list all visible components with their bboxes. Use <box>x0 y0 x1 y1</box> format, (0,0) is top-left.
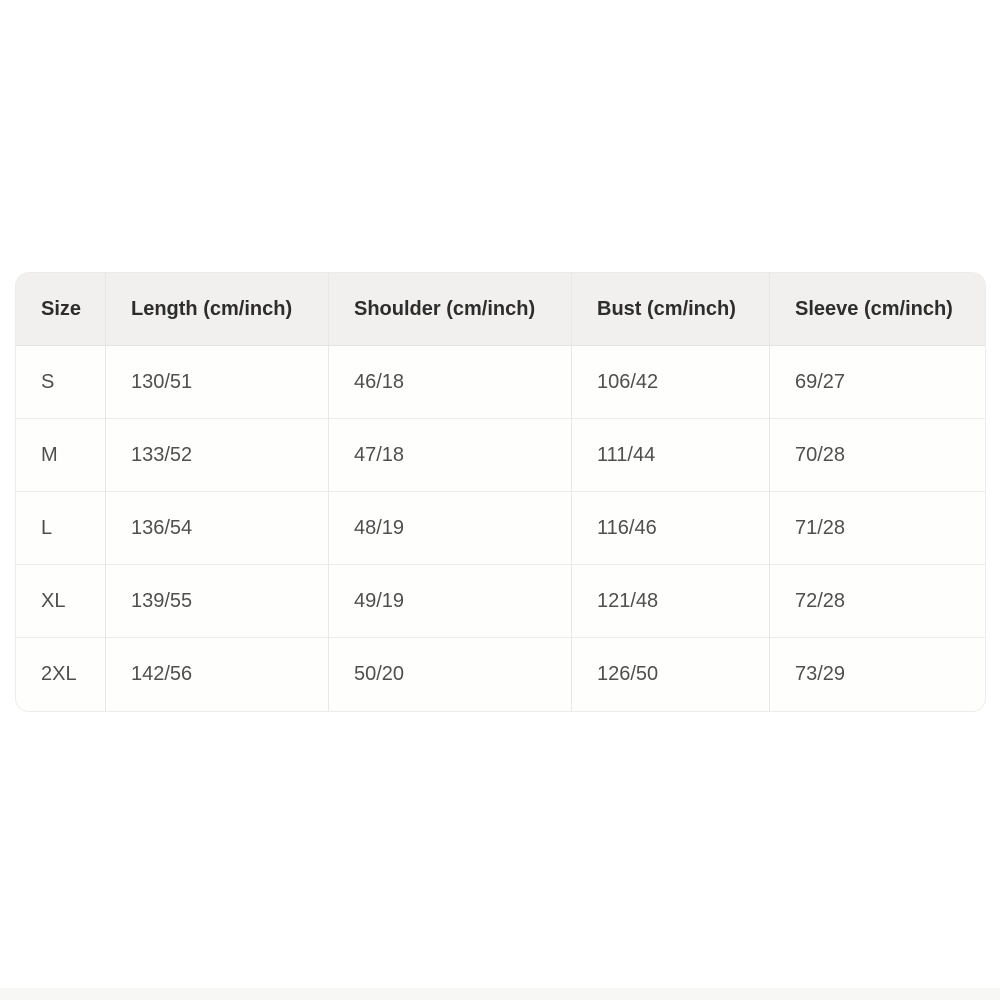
cell-sleeve: 72/28 <box>770 565 985 638</box>
cell-size: L <box>16 492 106 565</box>
cell-shoulder: 47/18 <box>329 419 572 492</box>
cell-bust: 116/46 <box>572 492 770 565</box>
header-row <box>16 273 985 346</box>
cell-size: M <box>16 419 106 492</box>
size-chart <box>15 272 984 712</box>
cell-length: 130/51 <box>106 346 329 419</box>
column-header-sleeve: Sleeve (cm/inch) <box>770 273 985 346</box>
cell-size: 2XL <box>16 638 106 711</box>
cell-bust: 106/42 <box>572 346 770 419</box>
cell-size: S <box>16 346 106 419</box>
cell-size: XL <box>16 565 106 638</box>
table-row-2xl <box>16 638 985 711</box>
column-header-bust: Bust (cm/inch) <box>572 273 770 346</box>
table-row-xl <box>16 565 985 638</box>
cell-bust: 121/48 <box>572 565 770 638</box>
table-row-m <box>16 419 985 492</box>
column-header-size: Size <box>16 273 106 346</box>
cell-length: 136/54 <box>106 492 329 565</box>
cell-sleeve: 69/27 <box>770 346 985 419</box>
cell-length: 133/52 <box>106 419 329 492</box>
cell-bust: 111/44 <box>572 419 770 492</box>
cell-shoulder: 49/19 <box>329 565 572 638</box>
cell-bust: 126/50 <box>572 638 770 711</box>
table-body <box>16 346 985 711</box>
size-chart-table <box>15 272 986 712</box>
table-row-l <box>16 492 985 565</box>
cell-shoulder: 46/18 <box>329 346 572 419</box>
table-row-s <box>16 346 985 419</box>
column-header-length: Length (cm/inch) <box>106 273 329 346</box>
cell-shoulder: 50/20 <box>329 638 572 711</box>
column-header-shoulder: Shoulder (cm/inch) <box>329 273 572 346</box>
cell-length: 139/55 <box>106 565 329 638</box>
cell-sleeve: 73/29 <box>770 638 985 711</box>
table-header <box>16 273 985 346</box>
cell-sleeve: 71/28 <box>770 492 985 565</box>
bottom-edge-strip <box>0 988 1000 1000</box>
cell-shoulder: 48/19 <box>329 492 572 565</box>
cell-sleeve: 70/28 <box>770 419 985 492</box>
cell-length: 142/56 <box>106 638 329 711</box>
